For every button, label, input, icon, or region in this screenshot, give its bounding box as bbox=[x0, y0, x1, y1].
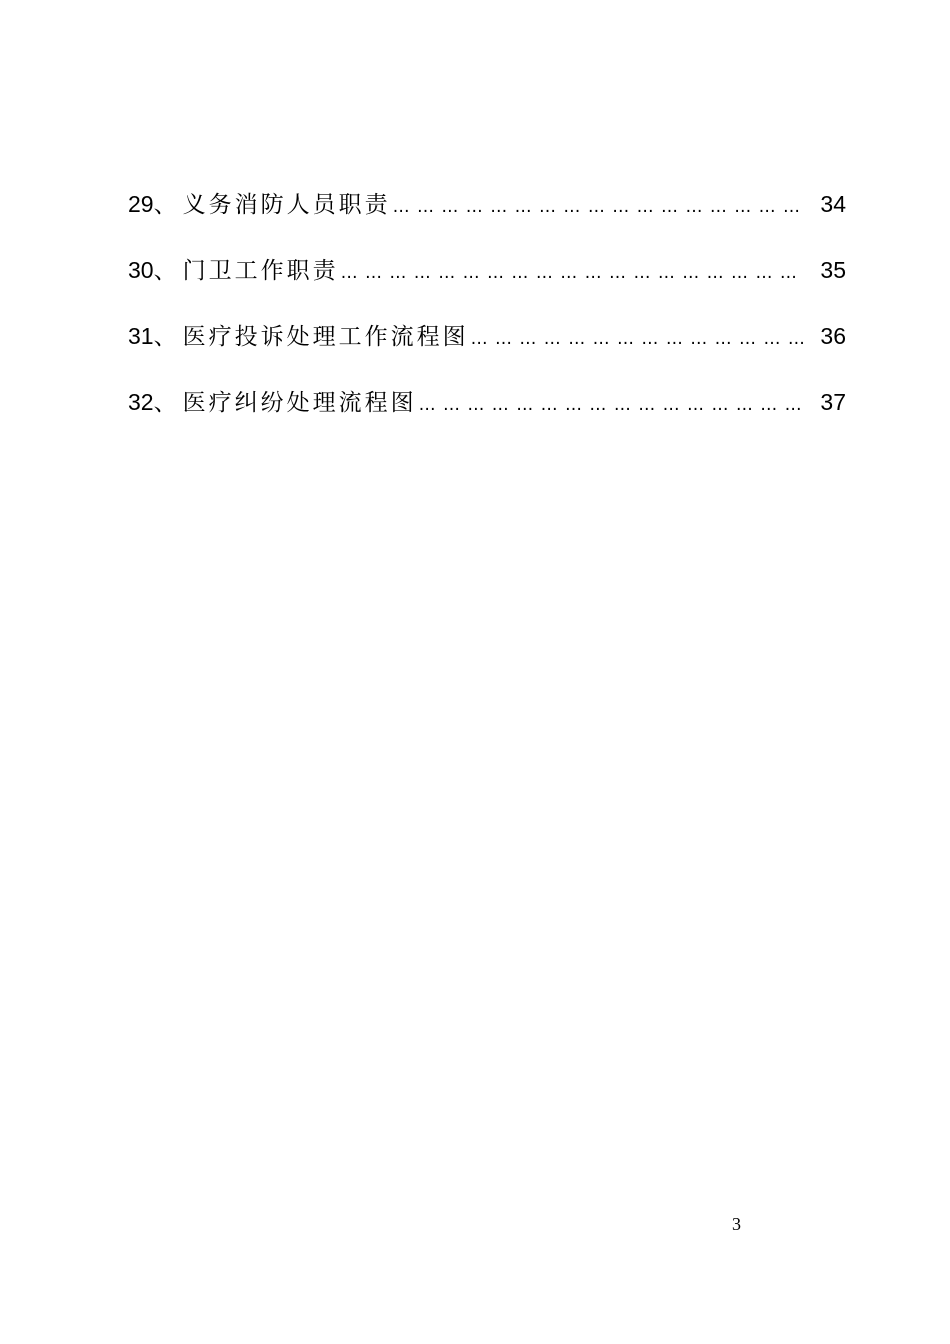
toc-entry-number: 30 bbox=[128, 257, 154, 283]
toc-entry-page: 34 bbox=[820, 191, 846, 217]
toc-entry-title: 医疗纠纷处理流程图 bbox=[182, 390, 417, 416]
toc-entry-number: 31 bbox=[128, 323, 154, 349]
toc-entry-number: 29 bbox=[128, 191, 154, 217]
toc-entry-number: 32 bbox=[128, 389, 154, 415]
toc-entry-page: 37 bbox=[820, 389, 846, 415]
toc-dot-leader bbox=[393, 187, 807, 227]
toc-entry-separator: 、 bbox=[153, 390, 177, 416]
toc-entry-page: 36 bbox=[820, 323, 846, 349]
toc-entry-title: 义务消防人员职责 bbox=[182, 192, 391, 218]
toc-entry[interactable] bbox=[128, 250, 846, 316]
toc-entry[interactable] bbox=[128, 316, 846, 382]
toc-entry-separator: 、 bbox=[153, 324, 177, 350]
toc-entry-title: 门卫工作职责 bbox=[182, 258, 339, 284]
toc-dot-leader bbox=[471, 319, 807, 359]
page-number: 3 bbox=[732, 1214, 741, 1234]
toc-entry[interactable] bbox=[128, 382, 846, 448]
toc-entry-title: 医疗投诉处理工作流程图 bbox=[182, 324, 469, 350]
toc-entry-separator: 、 bbox=[153, 258, 177, 284]
toc-dot-leader bbox=[341, 253, 807, 293]
toc-dot-leader bbox=[419, 385, 807, 425]
toc-entry-separator: 、 bbox=[153, 192, 177, 218]
toc-entry-page: 35 bbox=[820, 257, 846, 283]
toc-entry[interactable] bbox=[128, 184, 846, 250]
table-of-contents bbox=[128, 184, 846, 448]
